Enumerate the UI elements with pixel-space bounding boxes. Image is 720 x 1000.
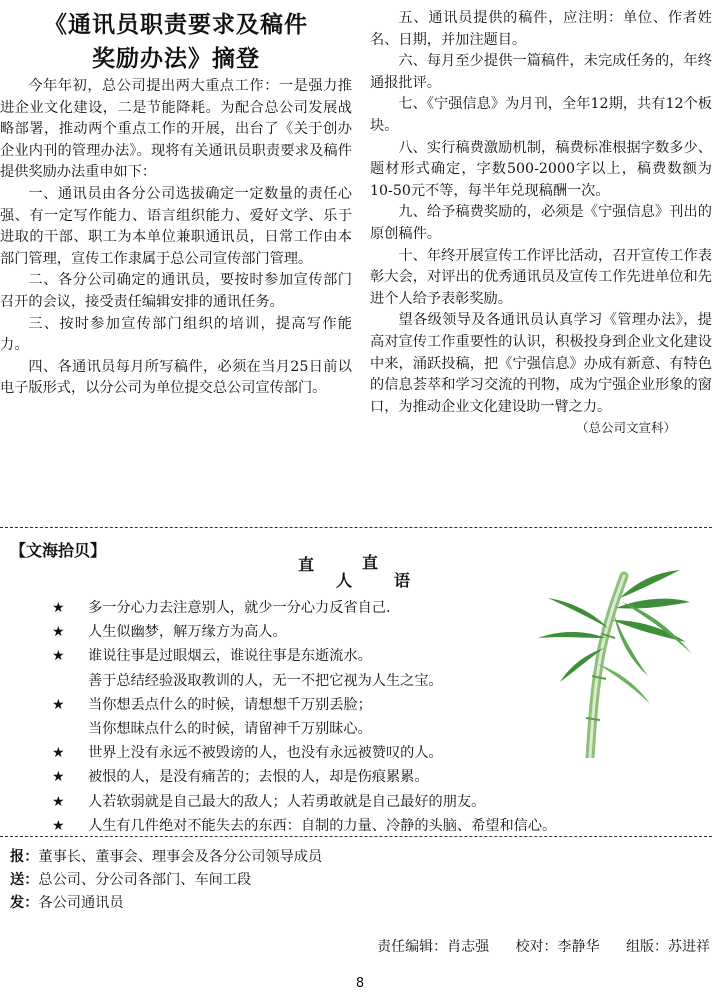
star-icon: ★	[52, 769, 65, 786]
quotes-title-char: 直	[298, 555, 315, 574]
distribution-text: 总公司、分公司各部门、车间工段	[38, 872, 252, 888]
page-number: 8	[355, 976, 365, 991]
quote-text: 被恨的人，是没有痛苦的；去恨的人，却是伤痕累累。	[88, 769, 429, 786]
article-credit: （总公司文宣科）	[575, 420, 676, 436]
quote-text: 人生似幽梦，解万缘方为高人。	[88, 624, 287, 641]
quote-text: 当你想昧点什么的时候，请留神千万别昧心。	[88, 721, 372, 738]
quote-text: 世界上没有永远不被毁谤的人，也没有永远被赞叹的人。	[88, 745, 443, 762]
distribution-row-send	[10, 869, 322, 892]
distribution-list	[10, 846, 322, 915]
star-icon: ★	[52, 600, 65, 616]
star-icon: ★	[52, 624, 65, 641]
quotes-title	[296, 548, 426, 592]
article-title	[0, 8, 352, 76]
quote-text: 当你想丢点什么的时候，请想想千万别丢脸；	[88, 696, 372, 713]
quotes-title-char: 人	[336, 571, 353, 590]
distribution-label: 送：	[10, 872, 39, 888]
editor-credit: 责任编辑：肖志强	[377, 939, 490, 955]
quote-text: 多一分心力去注意别人，就少一分心力反省自己.	[88, 600, 391, 616]
star-icon: ★	[52, 793, 65, 810]
distribution-row-report	[10, 846, 322, 869]
section-divider	[0, 527, 712, 528]
article-right-column	[370, 8, 712, 438]
article-item-7: 七、《宁强信息》为月刊，全年12期，共有12个板块。	[370, 96, 712, 134]
quote-text: 谁说往事是过眼烟云，谁说往事是东逝流水。	[88, 648, 372, 665]
quote-text: 人若软弱就是自己最大的敌人；人若勇敢就是自己最好的朋友。	[88, 793, 486, 810]
distribution-row-issue	[10, 892, 322, 915]
article-item-4: 四、各通讯员每月所写稿件，必须在当月25日前以电子版形式，以分公司为单位提交总公司宣传部门。	[0, 358, 352, 397]
quotes-title-char: 直	[362, 553, 379, 572]
quotes-title-char: 语	[394, 571, 411, 590]
footer-divider	[0, 836, 712, 837]
distribution-label: 发：	[10, 895, 39, 911]
star-icon: ★	[52, 817, 65, 834]
article-title-line2: 奖励办法》摘登	[92, 45, 260, 72]
article-item-9: 九、给予稿费奖励的，必须是《宁强信息》刊出的原创稿件。	[370, 204, 712, 242]
quote-item	[46, 814, 656, 838]
star-icon: ★	[52, 745, 65, 762]
quote-item	[46, 765, 656, 789]
distribution-text: 董事长、董事会、理事会及各分公司领导成员	[38, 849, 323, 865]
article-closing: 望各级领导及各通讯员认真学习《管理办法》，提高对宣传工作重要性的认识，积极投身到企业文化建设中来，涌跃投稿，把《宁强信息》办成有新意、有特色的信息荟萃和学习交流的刊物，成为宁强企业形象的窗口，为推动企业文化建设助一臂之力。	[370, 312, 712, 415]
article-item-2: 二、各分公司确定的通讯员，要按时参加宣传部门召开的会议，接受责任编辑安排的通讯任务。	[0, 272, 352, 310]
article-item-8: 八、实行稿费激励机制，稿费标准根据字数多少、题材形式确定，字数500-2000字以上，稿费数额为10-50元不等，每半年兑现稿酬一次。	[370, 139, 712, 199]
article-item-6: 六、每月至少提供一篇稿件，未完成任务的，年终通报批评。	[370, 53, 712, 91]
article-title-line1: 《通讯员职责要求及稿件	[44, 11, 308, 38]
article-item-1: 一、通讯员由各分公司选拔确定一定数量的责任心强、有一定写作能力、语言组织能力、爱好文学、乐于进取的干部、职工为本单位兼职通讯员，日常工作由本部门管理，宣传工作隶属于总公司宣传部门管理。	[0, 185, 352, 267]
distribution-label: 报：	[10, 849, 39, 865]
quote-text: 善于总结经验汲取教训的人，无一不把它视为人生之宝。	[88, 672, 443, 689]
distribution-text: 各公司通讯员	[38, 895, 124, 911]
article-item-5: 五、通讯员提供的稿件，应注明：单位、作者姓名、日期，并加注题目。	[370, 10, 712, 48]
layout-credit: 组版：苏进祥	[626, 939, 710, 955]
article-left-column	[0, 8, 352, 400]
bamboo-illustration	[520, 568, 705, 758]
staff-credits	[373, 936, 710, 956]
article-intro: 今年年初，总公司提出两大重点工作：一是强力推进企业文化建设，二是节能降耗。为配合总公司发展战略部署，推动两个重点工作的开展，出台了《关于创办企业内刊的管理办法》。现将有关通讯员职责要求及稿件提供奖励办法重申如下：	[0, 78, 352, 181]
star-icon: ★	[52, 648, 65, 665]
section-label: 【文海拾贝】	[10, 541, 107, 560]
proof-credit: 校对：李静华	[515, 939, 600, 955]
article-item-10: 十、年终开展宣传工作评比活动，召开宣传工作表彰大会，对评出的优秀通讯员及宣传工作先进单位和先进个人给予表彰奖励。	[370, 247, 712, 307]
article-item-3: 三、按时参加宣传部门组织的培训，提高写作能力。	[0, 315, 352, 354]
star-icon: ★	[52, 696, 65, 713]
quote-item	[46, 790, 656, 814]
quote-text: 人生有几件绝对不能失去的东西：自制的力量、冷静的头脑、希望和信心。	[88, 817, 557, 834]
